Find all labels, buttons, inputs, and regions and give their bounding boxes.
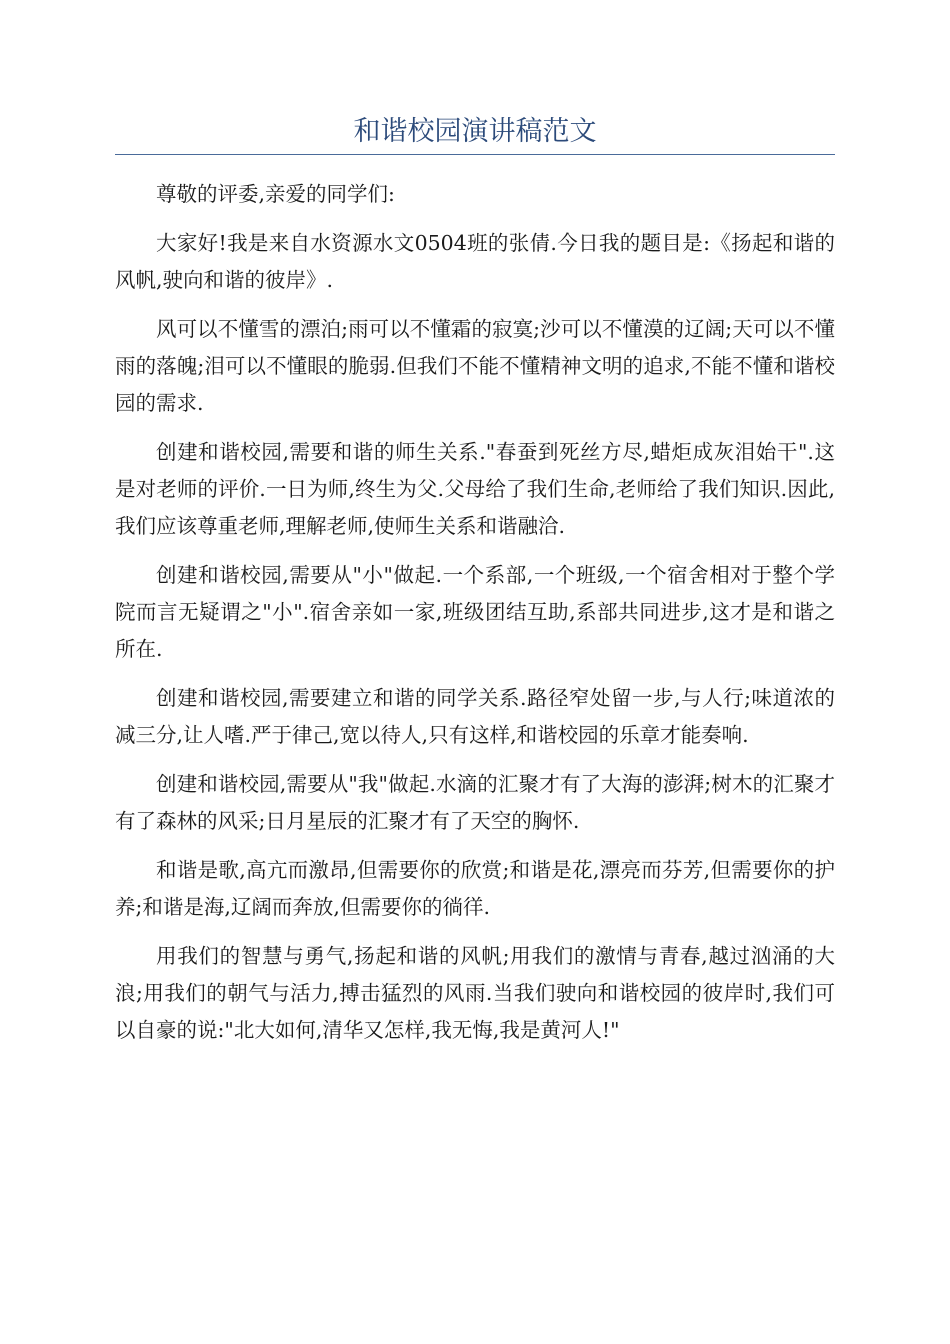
paragraph: 风可以不懂雪的漂泊;雨可以不懂霜的寂寞;沙可以不懂漠的辽阔;天可以不懂雨的落魄;泪可以不懂眼的脆弱.但我们不能不懂精神文明的追求,不能不懂和谐校园的需求. [115,317,835,415]
paragraph: 和谐是歌,高亢而激昂,但需要你的欣赏;和谐是花,漂亮而芬芳,但需要你的护养;和谐是海,辽阔而奔放,但需要你的徜徉. [115,858,835,919]
paragraph: 创建和谐校园,需要和谐的师生关系."春蚕到死丝方尽,蜡炬成灰泪始干".这是对老师的评价.一日为师,终生为父.父母给了我们生命,老师给了我们知识.因此,我们应该尊重老师,理解老师,使师生关系和谐融洽. [115,440,835,538]
document-title: 和谐校园演讲稿范文 [353,116,597,147]
paragraph: 创建和谐校园,需要从"我"做起.水滴的汇聚才有了大海的澎湃;树木的汇聚才有了森林的风采;日月星辰的汇聚才有了天空的胸怀. [115,772,835,833]
paragraph-salutation: 尊敬的评委,亲爱的同学们: [156,182,395,206]
paragraph-introduction: 大家好!我是来自水资源水文0504班的张倩.今日我的题目是:《扬起和谐的风帆,驶向和谐的彼岸》. [115,231,835,292]
paragraph: 创建和谐校园,需要建立和谐的同学关系.路径窄处留一步,与人行;味道浓的减三分,让人嗜.严于律己,宽以待人,只有这样,和谐校园的乐章才能奏响. [115,686,835,747]
title-underline [115,154,835,155]
document-body [115,176,835,1061]
paragraph-conclusion: 用我们的智慧与勇气,扬起和谐的风帆;用我们的激情与青春,越过汹涌的大浪;用我们的朝气与活力,搏击猛烈的风雨.当我们驶向和谐校园的彼岸时,我们可以自豪的说:"北大如何,清华又怎样,我无悔,我是黄河人!" [115,944,835,1042]
paragraph: 创建和谐校园,需要从"小"做起.一个系部,一个班级,一个宿舍相对于整个学院而言无疑谓之"小".宿舍亲如一家,班级团结互助,系部共同进步,这才是和谐之所在. [115,563,835,661]
